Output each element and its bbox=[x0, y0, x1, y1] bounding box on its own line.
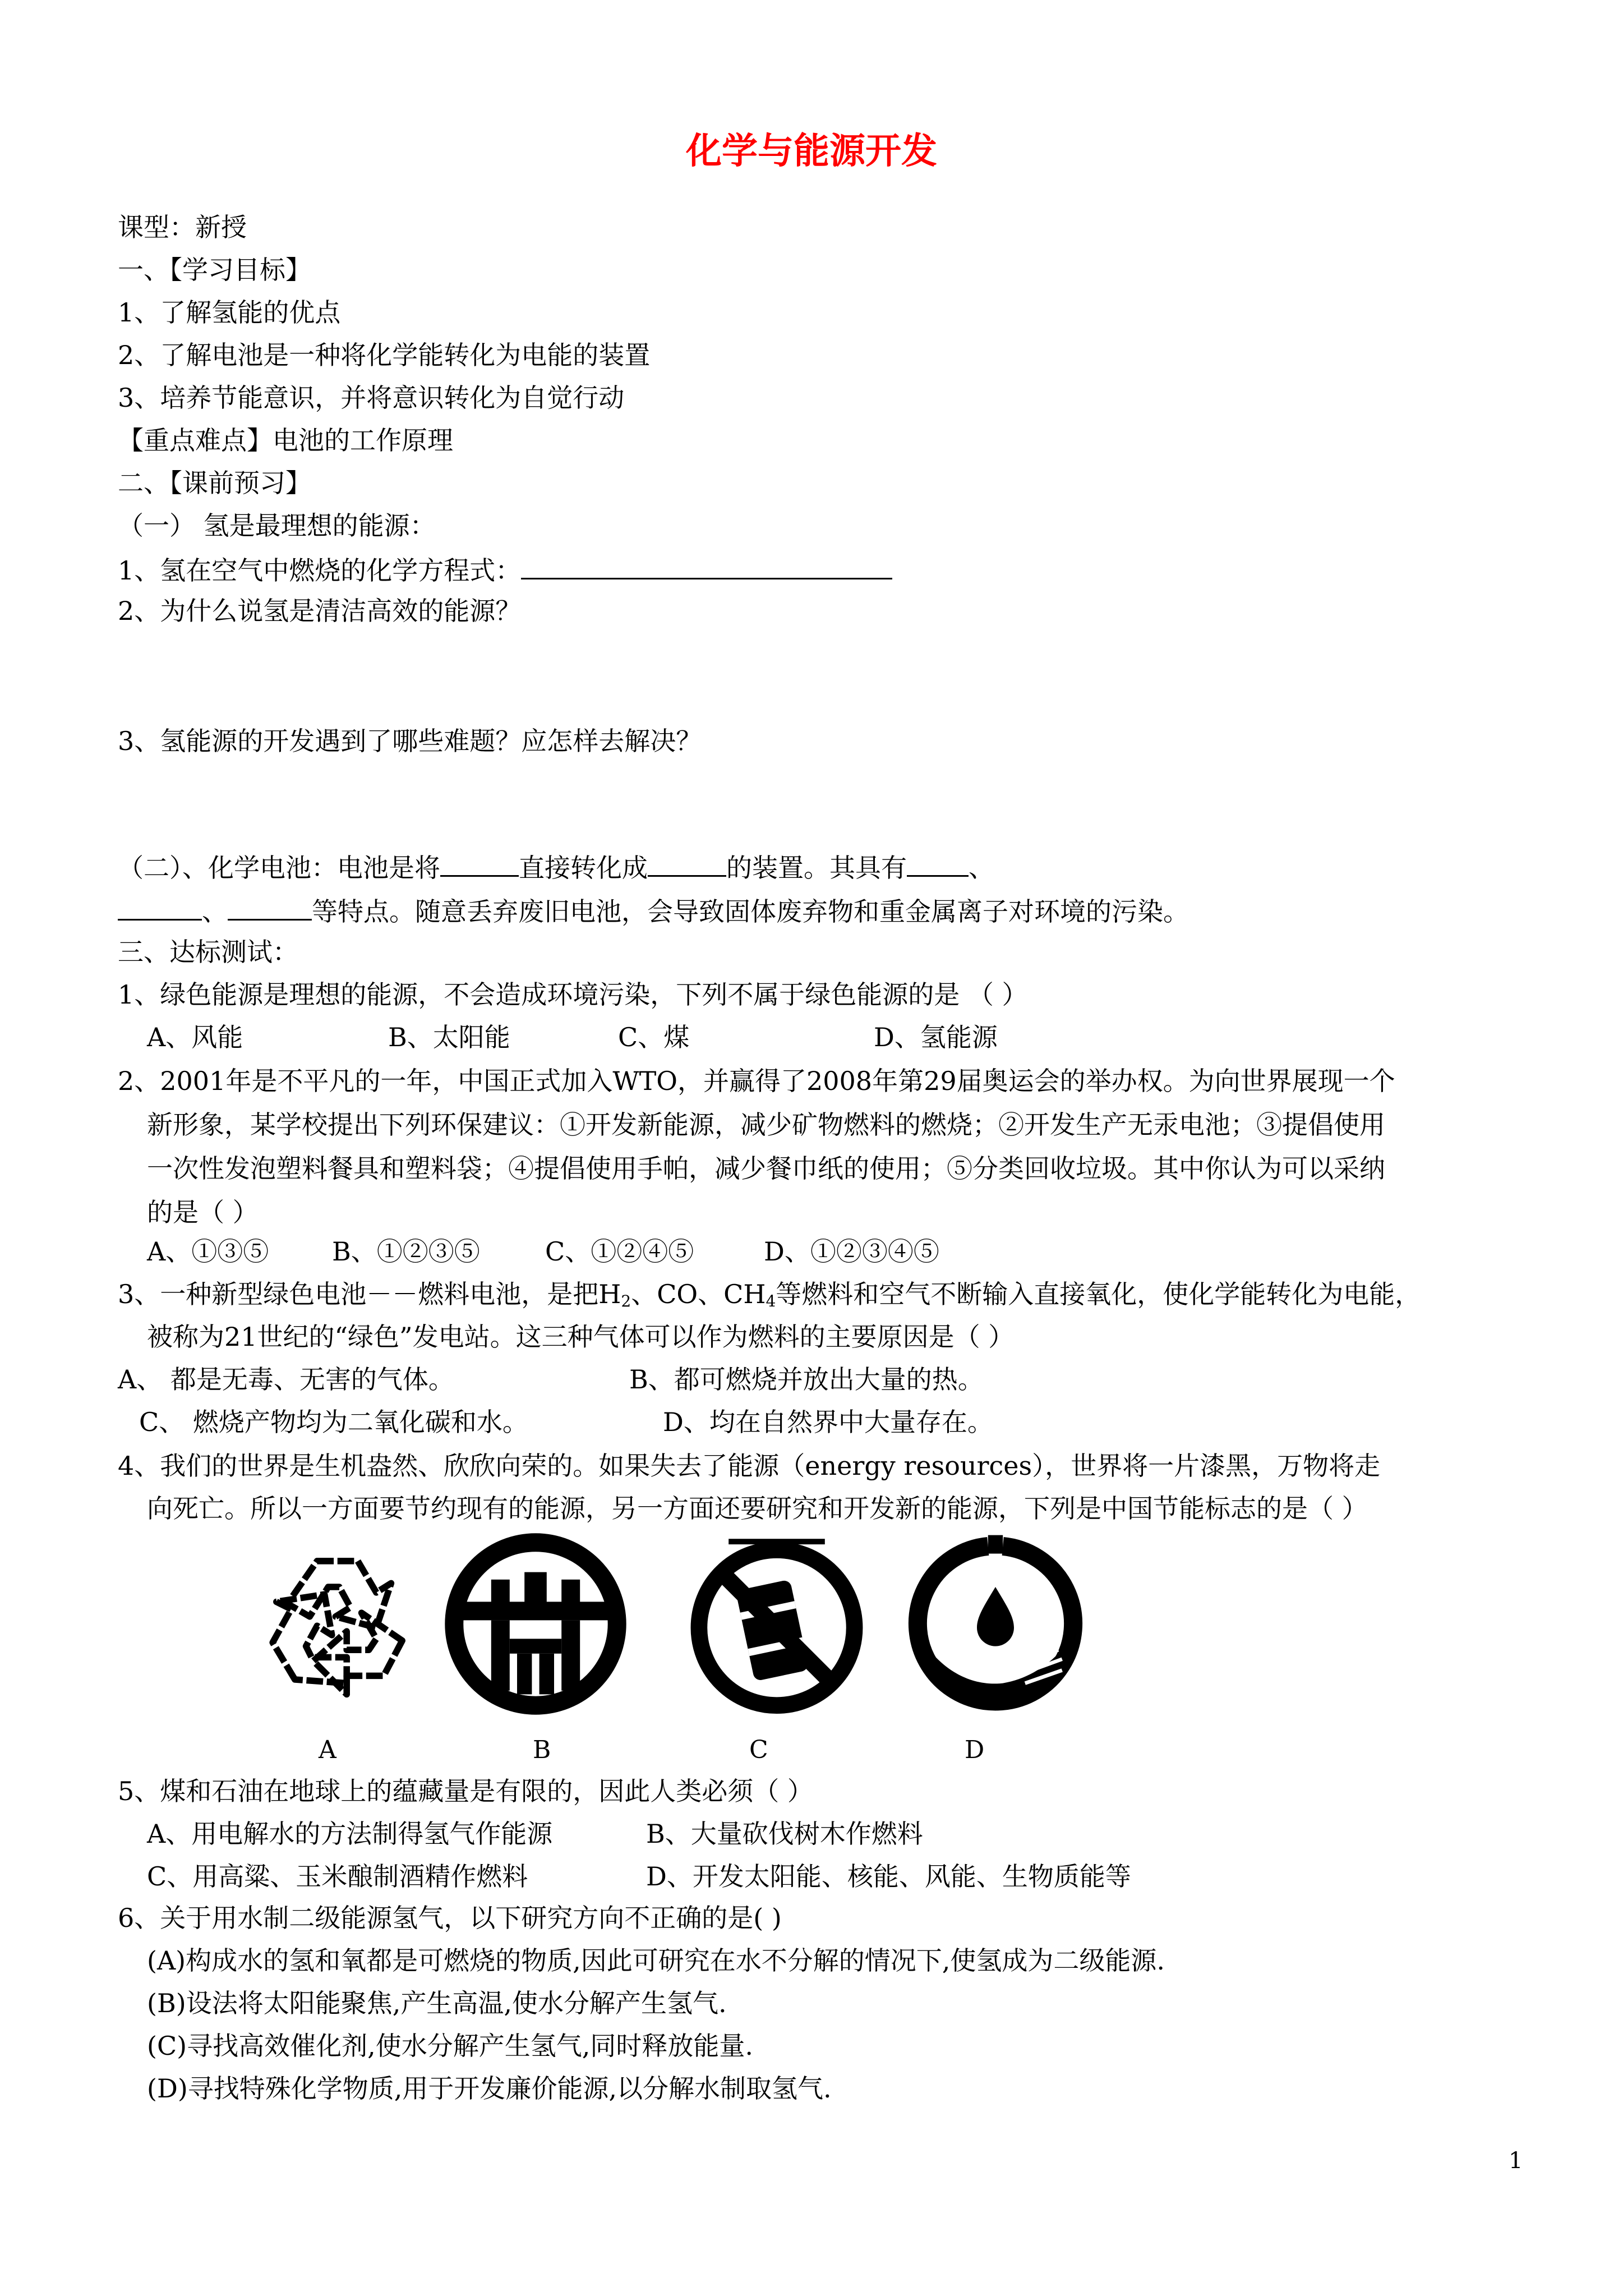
option-c[interactable]: C、①②④⑤ bbox=[545, 1236, 694, 1267]
option-c[interactable]: C、煤 bbox=[618, 1022, 690, 1052]
option-a[interactable]: A、风能 bbox=[147, 1022, 243, 1052]
answer-blank[interactable] bbox=[648, 853, 726, 877]
test-question-6: 6、关于用水制二级能源氢气，以下研究方向不正确的是( ) bbox=[118, 1903, 782, 1933]
key-points: 【重点难点】电池的工作原理 bbox=[118, 425, 453, 455]
figure-label: C bbox=[749, 1736, 768, 1764]
energy-emblem-icon[interactable] bbox=[443, 1531, 628, 1717]
option-d[interactable]: D、氢能源 bbox=[874, 1022, 998, 1052]
test-question-4: 4、我们的世界是生机盎然、欣欣向荣的。如果失去了能源（energy resources），世界将一片漆黑，万物将走 bbox=[118, 1451, 1381, 1481]
preview-part2-line2 bbox=[118, 896, 1189, 927]
fill-text: 直接转化成 bbox=[519, 853, 648, 883]
subscript: 2 bbox=[621, 1292, 631, 1310]
preview-question: 2、为什么说氢是清洁高效的能源？ bbox=[118, 596, 522, 626]
option-a[interactable]: A、用电解水的方法制得氢气作能源 bbox=[147, 1819, 553, 1849]
option-c[interactable]: C、 燃烧产物均为二氧化碳和水。 bbox=[139, 1407, 528, 1437]
option-b[interactable]: B、①②③⑤ bbox=[332, 1236, 480, 1267]
answer-blank[interactable] bbox=[907, 853, 969, 877]
preview-question: 3、氢能源的开发遇到了哪些难题？应怎样去解决？ bbox=[118, 726, 702, 756]
option-d[interactable]: D、开发太阳能、核能、风能、生物质能等 bbox=[646, 1861, 1131, 1892]
section-heading-test: 三、达标测试： bbox=[118, 937, 298, 967]
page-title: 化学与能源开发 bbox=[686, 131, 937, 172]
answer-blank[interactable] bbox=[118, 896, 202, 921]
test-question-3 bbox=[118, 1281, 1421, 1309]
water-drop-hand-icon[interactable] bbox=[903, 1531, 1088, 1717]
option-a[interactable]: A、①③⑤ bbox=[147, 1236, 269, 1267]
fill-text: （二）、化学电池：电池是将 bbox=[118, 853, 440, 883]
preview-part1-heading: （一） 氢是最理想的能源： bbox=[118, 510, 436, 541]
option-b[interactable]: B、大量砍伐树木作燃料 bbox=[646, 1819, 923, 1849]
option-c[interactable]: (C)寻找高效催化剂,使水分解产生氢气,同时释放能量. bbox=[147, 2031, 753, 2061]
test-question-2-cont: 一次性发泡塑料餐具和塑料袋；④提倡使用手帕，减少餐巾纸的使用；⑤分类回收垃圾。其中你认为可以采纳 bbox=[147, 1153, 1385, 1184]
test-question-4-cont: 向死亡。所以一方面要节约现有的能源，另一方面还要研究和开发新的能源，下列是中国节能标志的是（ ） bbox=[147, 1493, 1368, 1524]
preview-question bbox=[118, 555, 892, 586]
option-a[interactable]: (A)构成水的氢和氧都是可燃烧的物质,因此可研究在水不分解的情况下,使氢成为二级能源. bbox=[147, 1945, 1165, 1976]
question-text: 3、一种新型绿色电池－－燃料电池，是把H bbox=[118, 1279, 621, 1309]
preview-question-text: 1、氢在空气中燃烧的化学方程式： bbox=[118, 555, 522, 586]
goal-item: 1、了解氢能的优点 bbox=[118, 297, 341, 328]
option-a[interactable]: A、 都是无毒、无害的气体。 bbox=[118, 1364, 454, 1395]
recycle-icon[interactable] bbox=[247, 1531, 432, 1717]
goal-item: 3、培养节能意识，并将意识转化为自觉行动 bbox=[118, 383, 625, 413]
no-oil-barrel-icon[interactable] bbox=[684, 1531, 869, 1717]
question-text: 等燃料和空气不断输入直接氧化，使化学能转化为电能， bbox=[776, 1279, 1421, 1309]
fill-text: 、 bbox=[969, 853, 994, 883]
figure-label: A bbox=[319, 1736, 336, 1764]
option-d[interactable]: (D)寻找特殊化学物质,用于开发廉价能源,以分解水制取氢气. bbox=[147, 2073, 832, 2104]
option-b[interactable]: (B)设法将太阳能聚焦,产生高温,使水分解产生氢气. bbox=[147, 1988, 727, 2018]
course-type: 课型：新授 bbox=[118, 212, 247, 242]
answer-blank[interactable] bbox=[228, 896, 312, 921]
fill-text: 等特点。随意丢弃废旧电池，会导致固体废弃物和重金属离子对环境的污染。 bbox=[312, 896, 1189, 927]
answer-blank[interactable] bbox=[440, 853, 519, 877]
answer-blank[interactable] bbox=[521, 555, 892, 579]
option-b[interactable]: B、太阳能 bbox=[388, 1022, 510, 1052]
test-question-1: 1、绿色能源是理想的能源，不会造成环境污染，下列不属于绿色能源的是 （ ） bbox=[118, 979, 1028, 1010]
option-b[interactable]: B、都可燃烧并放出大量的热。 bbox=[629, 1364, 984, 1395]
test-question-2: 2、2001年是不平凡的一年，中国正式加入WTO，并赢得了2008年第29届奥运会的举办权。为向世界展现一个 bbox=[118, 1066, 1395, 1096]
test-question-5: 5、煤和石油在地球上的蕴藏量是有限的，因此人类必须（ ） bbox=[118, 1776, 813, 1806]
figure-label: B bbox=[533, 1736, 551, 1764]
test-question-2-cont: 的是（ ） bbox=[147, 1197, 259, 1227]
fill-text: 、 bbox=[202, 896, 228, 927]
option-d[interactable]: D、均在自然界中大量存在。 bbox=[663, 1407, 993, 1437]
question-text: 、CO、CH bbox=[631, 1279, 766, 1309]
test-question-3-cont: 被称为21世纪的“绿色”发电站。这三种气体可以作为燃料的主要原因是（ ） bbox=[147, 1322, 1015, 1352]
section-heading-goals: 一、【学习目标】 bbox=[118, 255, 311, 285]
option-c[interactable]: C、用高粱、玉米酿制酒精作燃料 bbox=[147, 1861, 528, 1892]
section-heading-preview: 二、【课前预习】 bbox=[118, 468, 311, 498]
goal-item: 2、了解电池是一种将化学能转化为电能的装置 bbox=[118, 340, 651, 370]
figure-label: D bbox=[965, 1736, 985, 1764]
preview-part2-line1 bbox=[118, 853, 994, 881]
page-number: 1 bbox=[1509, 2148, 1523, 2174]
test-question-2-cont: 新形象，某学校提出下列环保建议：①开发新能源，减少矿物燃料的燃烧；②开发生产无汞电池；③提倡使用 bbox=[147, 1110, 1385, 1140]
subscript: 4 bbox=[766, 1292, 776, 1310]
fill-text: 的装置。其具有 bbox=[726, 853, 907, 883]
option-d[interactable]: D、①②③④⑤ bbox=[764, 1236, 939, 1267]
